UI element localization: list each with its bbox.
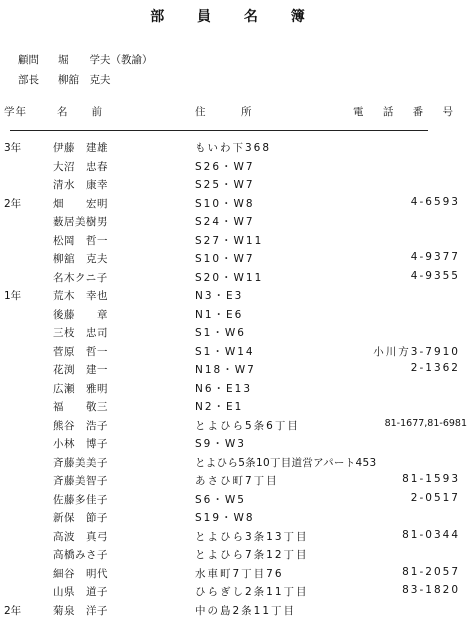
member-name: 佐藤多佳子	[53, 493, 108, 506]
member-address: S24・W7	[195, 216, 255, 228]
member-name: 高橋みさ子	[53, 549, 108, 561]
member-year: 3年	[4, 142, 22, 154]
member-row	[0, 362, 469, 380]
member-row	[0, 473, 469, 491]
member-address: もいわ下368	[195, 142, 272, 154]
header-divider	[10, 130, 428, 131]
member-row	[0, 288, 469, 306]
member-address: 水車町7丁目76	[195, 567, 284, 580]
member-address: S9・W3	[195, 438, 246, 450]
member-name: 名木クニ子	[53, 271, 108, 284]
member-phone: 81-2057	[402, 565, 460, 578]
member-name: 斉藤美美子	[53, 456, 108, 469]
member-name: 清水 康幸	[53, 179, 108, 191]
member-name: 菊泉 洋子	[53, 604, 108, 617]
advisor-role: 顧問	[18, 54, 39, 66]
member-address: 中の島2条11丁目	[195, 604, 297, 617]
member-year: 1年	[4, 290, 22, 302]
member-row	[0, 140, 469, 158]
member-name: 熊谷 浩子	[53, 419, 108, 432]
club-leader-name: 柳舘 克夫	[58, 74, 111, 86]
member-row	[0, 547, 469, 565]
member-name: 新保 節子	[53, 512, 108, 524]
member-address: S26・W7	[195, 160, 255, 173]
member-name: 荒木 幸也	[53, 290, 108, 302]
club-leader-role: 部長	[18, 74, 39, 86]
member-phone: 2-1362	[410, 362, 460, 374]
member-name: 後藤 章	[53, 308, 108, 321]
member-address: S10・W8	[195, 197, 255, 210]
member-row	[0, 529, 469, 547]
member-row	[0, 196, 469, 214]
member-row	[0, 307, 469, 325]
member-row	[0, 603, 469, 621]
member-phone: 81-1677,81-6981	[384, 417, 467, 429]
member-address: S1・W14	[195, 345, 255, 358]
member-name: 斉藤美智子	[53, 475, 108, 487]
member-row	[0, 177, 469, 195]
member-phone: 83-1820	[402, 584, 460, 596]
member-name: 柳舘 克夫	[53, 253, 108, 265]
member-row	[0, 270, 469, 288]
header-phone: 電 話 番 号	[352, 106, 461, 118]
member-address: とよひら5条6丁目	[195, 419, 300, 432]
member-name: 広瀬 雅明	[53, 382, 108, 395]
member-phone: 2-0517	[410, 491, 460, 504]
member-row	[0, 214, 469, 232]
member-name: 菅原 哲一	[53, 345, 108, 358]
page-title: 部 員 名 簿	[150, 9, 319, 25]
member-row	[0, 251, 469, 269]
member-year: 2年	[4, 197, 22, 210]
member-phone: 4-9355	[410, 269, 460, 282]
member-name: 高波 真弓	[53, 530, 108, 543]
header-address: 住 所	[195, 106, 253, 118]
member-row	[0, 436, 469, 454]
member-address: S10・W7	[195, 253, 255, 265]
member-name: 福 敬三	[53, 401, 108, 413]
member-address: S27・W11	[195, 234, 264, 247]
member-address: あさひ町7丁目	[195, 475, 279, 487]
member-row	[0, 325, 469, 343]
member-address: N18・W7	[195, 364, 256, 376]
member-name: 細谷 明代	[53, 567, 108, 580]
member-name: 畑 宏明	[53, 197, 108, 210]
member-address: N6・E13	[195, 382, 253, 395]
member-row	[0, 584, 469, 602]
member-name: 大沼 忠春	[53, 160, 108, 173]
member-name: 松岡 哲一	[53, 234, 108, 247]
member-row	[0, 344, 469, 362]
member-name: 山県 道子	[53, 586, 108, 598]
member-row	[0, 159, 469, 177]
member-address: S25・W7	[195, 179, 255, 191]
member-row	[0, 492, 469, 510]
member-address: N3・E3	[195, 290, 244, 302]
member-row	[0, 381, 469, 399]
member-row	[0, 399, 469, 417]
member-phone: 小川方3-7910	[373, 345, 460, 358]
member-row	[0, 418, 469, 436]
member-address: S20・W11	[195, 271, 264, 284]
header-name: 名 前	[57, 106, 103, 118]
header-year: 学年	[4, 106, 27, 118]
member-name: 小林 博子	[53, 438, 108, 450]
advisor-name: 堀 学夫（教諭）	[58, 54, 153, 66]
member-address: ひらぎし2条11丁目	[195, 586, 309, 598]
member-row	[0, 233, 469, 251]
member-name: 薮居美樹男	[53, 216, 108, 228]
member-row	[0, 510, 469, 528]
member-name: 花渕 建一	[53, 364, 108, 376]
member-address: N1・E6	[195, 308, 244, 321]
member-address: S1・W6	[195, 327, 246, 339]
member-address: とよひら5条10丁目道営アパート453	[195, 456, 377, 469]
member-address: S6・W5	[195, 493, 246, 506]
member-phone: 4-6593	[410, 195, 460, 208]
member-row	[0, 566, 469, 584]
member-phone: 81-0344	[402, 528, 460, 541]
member-name: 伊藤 建雄	[53, 142, 108, 154]
member-row	[0, 455, 469, 473]
member-phone: 4-9377	[410, 251, 460, 263]
member-address: N2・E1	[195, 401, 244, 413]
member-name: 三枝 忠司	[53, 327, 108, 339]
member-address: とよひら3条13丁目	[195, 530, 309, 543]
member-address: とよひら7条12丁目	[195, 549, 309, 561]
member-year: 2年	[4, 604, 22, 617]
member-address: S19・W8	[195, 512, 255, 524]
member-phone: 81-1593	[402, 473, 460, 485]
